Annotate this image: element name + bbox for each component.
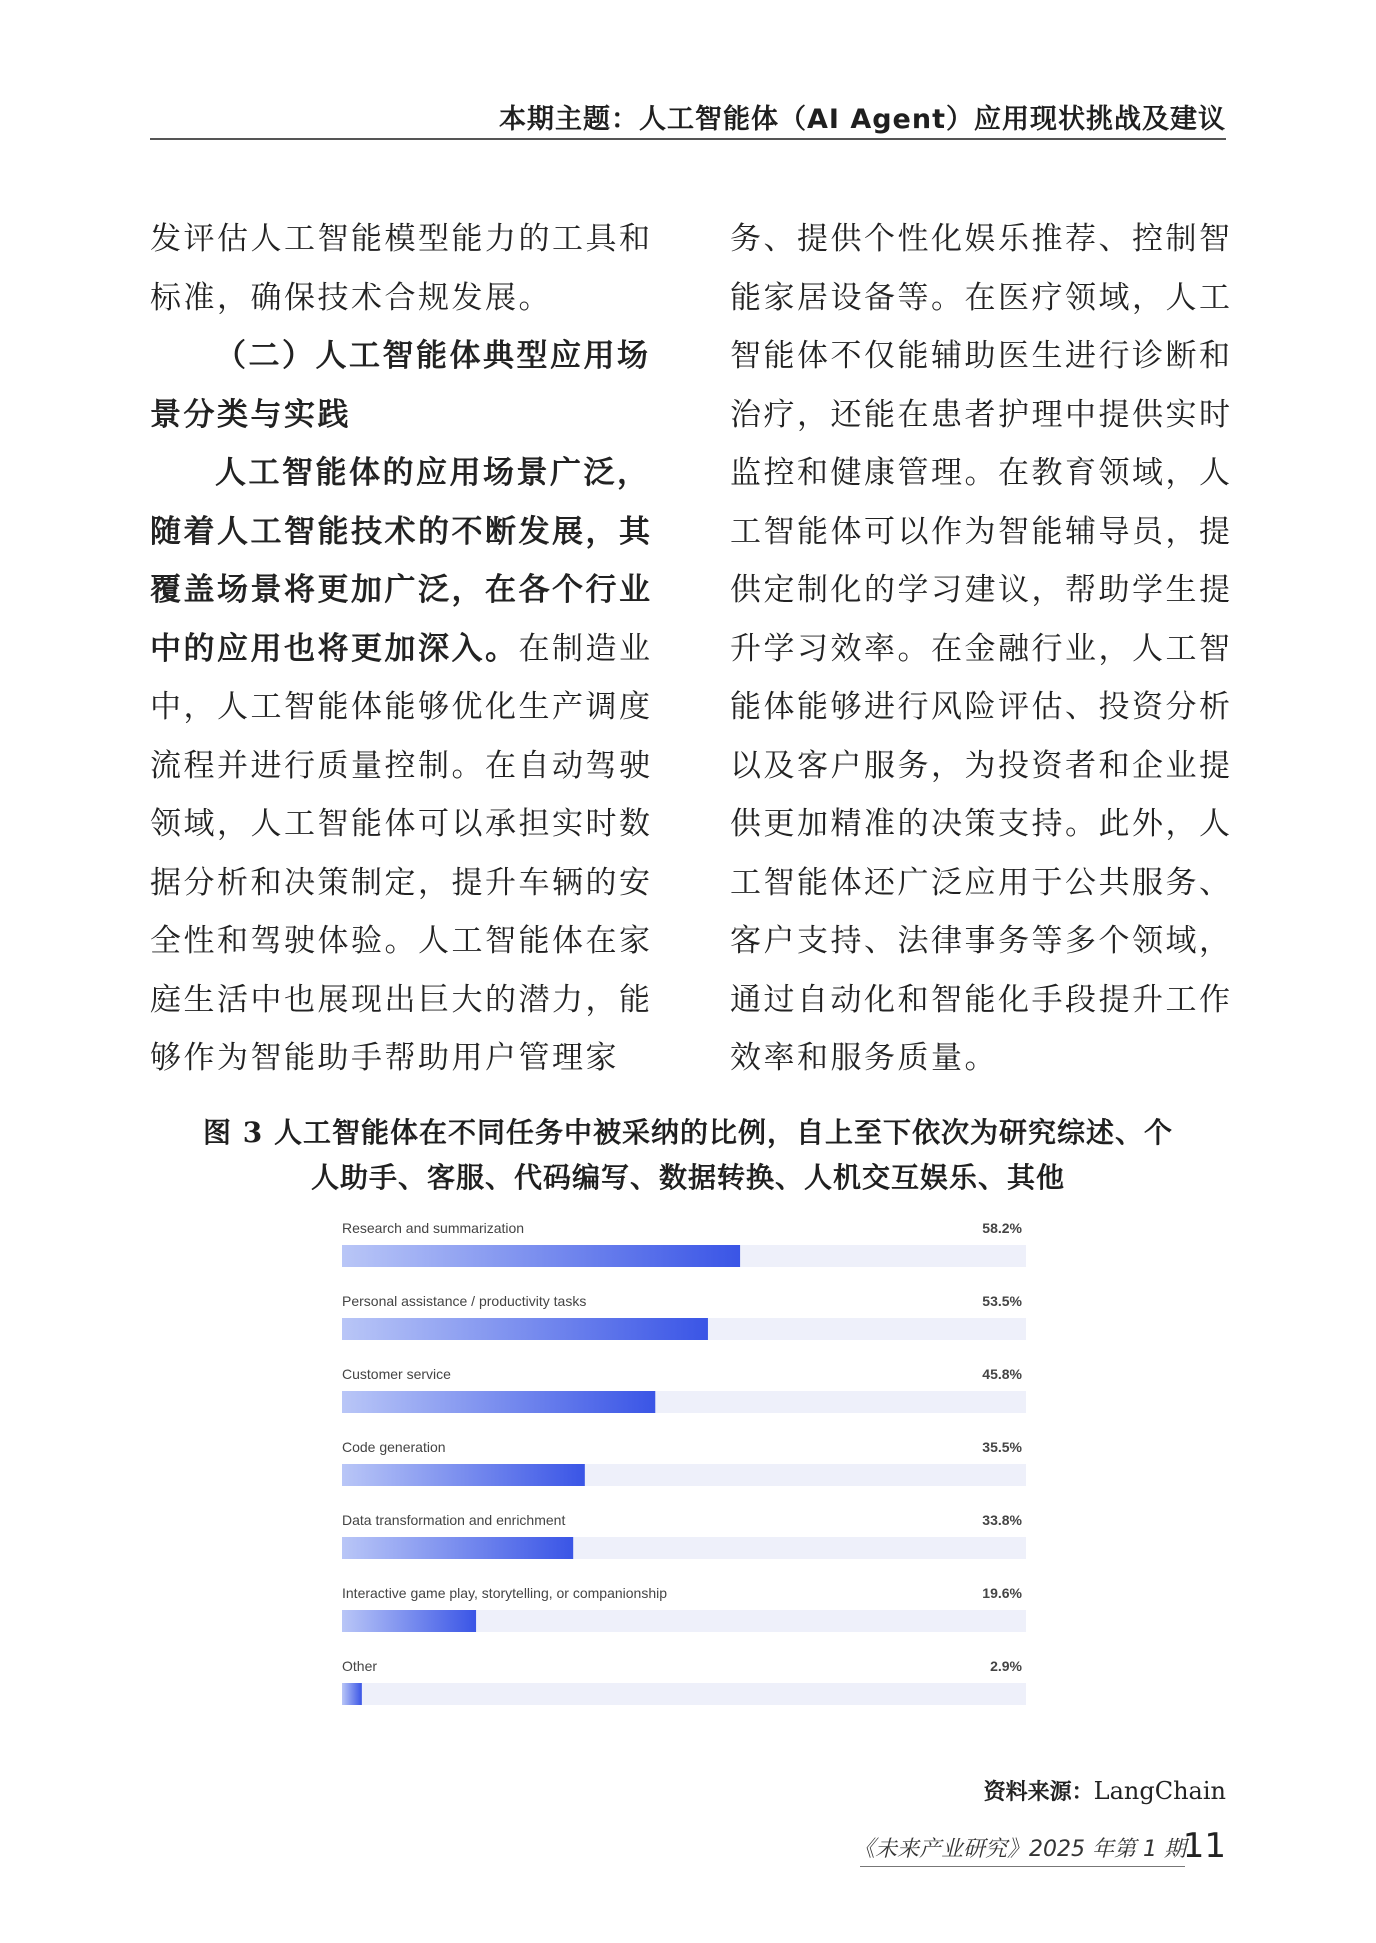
bold-text-line: 覆盖场景将更加广泛，在各个行业 (150, 572, 653, 608)
text-line: 效率和服务质量。 (730, 1040, 998, 1076)
page-header-title: 本期主题：人工智能体（AI Agent）应用现状挑战及建议 (498, 104, 1226, 135)
page-number: 11 (1182, 1826, 1226, 1866)
bold-text-line: 人工智能体的应用场景广泛， (215, 455, 651, 491)
category-label: Interactive game play, storytelling, or companionship (342, 1585, 668, 1601)
bar (342, 1245, 740, 1267)
category-label: Code generation (342, 1439, 446, 1455)
text-line: 监控和健康管理。在教育领域，人 (730, 455, 1233, 491)
footer-divider (860, 1866, 1185, 1867)
value-label: 45.8% (982, 1366, 1022, 1382)
text-line: 供更加精准的决策支持。此外，人 (730, 806, 1233, 842)
category-label: Personal assistance / productivity tasks (342, 1293, 587, 1309)
header-divider (150, 138, 1226, 140)
category-label: Data transformation and enrichment (342, 1512, 566, 1528)
value-label: 19.6% (982, 1585, 1022, 1601)
adoption-bar-chart (334, 1215, 1034, 1735)
text-line: 能家居设备等。在医疗领域，人工 (730, 279, 1233, 316)
text-line: 供定制化的学习建议，帮助学生提 (730, 572, 1233, 608)
footer-journal: 《未来产业研究》2025 年第 1 期 (853, 1837, 1186, 1862)
text-line: 中，人工智能体能够优化生产调度 (150, 689, 653, 725)
section-heading: 景分类与实践 (150, 396, 351, 433)
value-label: 2.9% (990, 1658, 1022, 1674)
bold-text-line: 随着人工智能技术的不断发展，其 (150, 513, 653, 550)
bar (342, 1464, 585, 1486)
chart-svg (334, 1215, 1034, 1735)
left-column (150, 210, 653, 1088)
text-line: 工智能体可以作为智能辅导员，提 (730, 513, 1233, 550)
source-value: LangChain (1093, 1777, 1226, 1805)
bar (342, 1683, 362, 1705)
text-line: 务、提供个性化娱乐推荐、控制智 (730, 221, 1233, 257)
bar (342, 1610, 476, 1632)
value-label: 35.5% (982, 1439, 1022, 1455)
text-line: 庭生活中也展现出巨大的潜力，能 (150, 981, 653, 1018)
text-line: 标准，确保技术合规发展。 (150, 279, 552, 316)
text-line: 升学习效率。在金融行业，人工智 (730, 630, 1233, 667)
text-line: 客户支持、法律事务等多个领域， (730, 923, 1233, 959)
value-label: 33.8% (982, 1512, 1022, 1528)
figure-caption-line: 人助手、客服、代码编写、数据转换、人机交互娱乐、其他 (310, 1161, 1065, 1194)
text-line: 够作为智能助手帮助用户管理家 (150, 1040, 619, 1076)
text-line: 流程并进行质量控制。在自动驾驶 (150, 747, 653, 784)
figure-caption-line: 图 3 人工智能体在不同任务中被采纳的比例，自上至下依次为研究综述、个 (203, 1116, 1173, 1149)
category-label: Research and summarization (342, 1220, 525, 1236)
text-line: 工智能体还广泛应用于公共服务、 (730, 864, 1233, 901)
right-column (730, 210, 1233, 1088)
text-line: 通过自动化和智能化手段提升工作 (730, 981, 1233, 1018)
bar (342, 1391, 655, 1413)
text-line: 发评估人工智能模型能力的工具和 (150, 221, 653, 257)
source-note (984, 1775, 1226, 1806)
text-line: 智能体不仅能辅助医生进行诊断和 (730, 338, 1233, 374)
text-line: 以及客户服务，为投资者和企业提 (730, 747, 1233, 784)
section-heading: （二）人工智能体典型应用场 (215, 338, 651, 374)
bold-text-fragment: 中的应用也将更加深入。 (150, 630, 519, 667)
text-line: 全性和驾驶体验。人工智能体在家 (150, 923, 653, 959)
source-label: 资料来源： (983, 1780, 1094, 1805)
bar (342, 1537, 573, 1559)
value-label: 53.5% (982, 1293, 1022, 1309)
category-label: Other (342, 1658, 378, 1674)
text-line: 治疗，还能在患者护理中提供实时 (730, 396, 1233, 433)
text-line: 据分析和决策制定，提升车辆的安 (150, 864, 653, 901)
bar-track (342, 1683, 1026, 1705)
category-label: Customer service (342, 1366, 451, 1382)
bar (342, 1318, 708, 1340)
figure-caption (130, 1110, 1246, 1200)
text-line: 能体能够进行风险评估、投资分析 (730, 689, 1233, 725)
mixed-text-line (150, 620, 653, 679)
value-label: 58.2% (982, 1220, 1022, 1236)
text-line: 领域，人工智能体可以承担实时数 (150, 806, 653, 842)
text-fragment: 在制造业 (518, 630, 653, 667)
